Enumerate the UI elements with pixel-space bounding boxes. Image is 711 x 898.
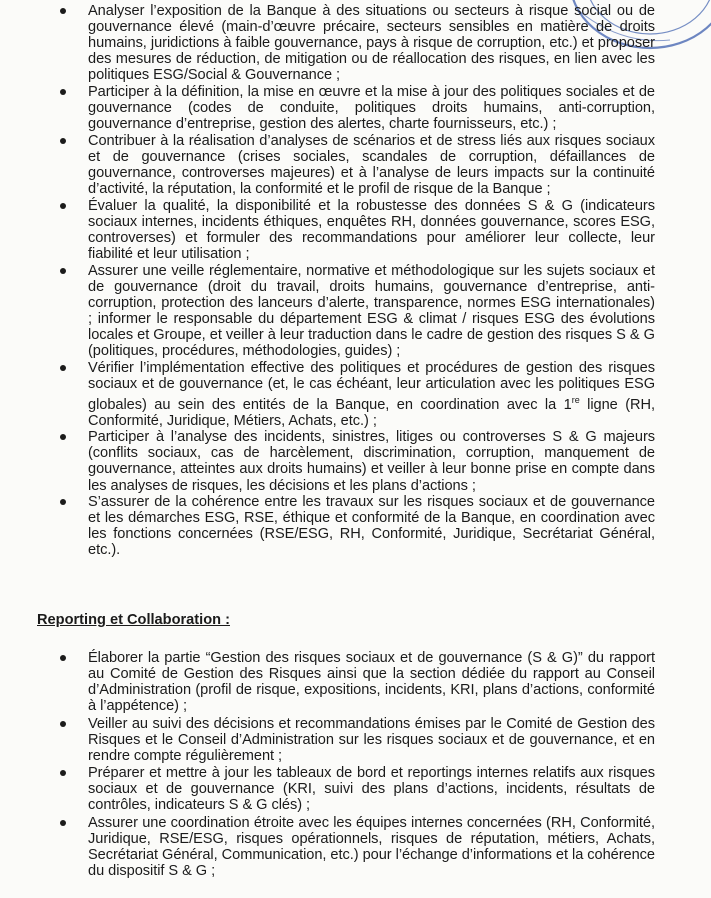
list-item	[0, 650, 711, 714]
list-item-text	[88, 360, 655, 429]
bullet-icon	[60, 365, 66, 371]
list-item	[0, 133, 711, 197]
section-heading: Reporting et Collaboration :	[37, 612, 230, 628]
bullet-icon	[60, 89, 66, 95]
list-item	[0, 765, 711, 813]
bullet-icon	[60, 820, 66, 826]
list-item	[0, 815, 711, 879]
bullet-icon	[60, 268, 66, 274]
bullet-icon	[60, 770, 66, 776]
responsibilities-list	[0, 3, 711, 559]
list-item-text: Assurer une coordination étroite avec les équipes internes concernées (RH, Conformité, Juridique, RSE/ESG, risques opérationnels, risques de réputation, métiers, Achats, Secrétariat Général, Communication, etc.) pour l’échange d’informations et la cohérence du dispositif S & G ;	[88, 814, 655, 879]
list-item	[0, 84, 711, 132]
list-item-text: Évaluer la qualité, la disponibilité et la robustesse des données S & G (indicateurs sociaux internes, incidents éthiques, enquêtes RH, données gouvernance, scores ESG, controverses) et formuler des recommandations pour améliorer leur collecte, leur fiabilité et leur utilisation ;	[88, 197, 655, 262]
list-item-text: Élaborer la partie “Gestion des risques sociaux et de gouvernance (S & G)” du rapport au Comité de Gestion des Risques ainsi que la section dédiée du rapport au Conseil d’Administration (profil de risque, expositions, incidents, KRI, plans d’actions, conformité à l’appétence) ;	[88, 650, 655, 715]
list-item	[0, 3, 711, 83]
bullet-icon	[60, 138, 66, 144]
list-item-text: Préparer et mettre à jour les tableaux de bord et reportings internes relatifs aux risques sociaux et de gouvernance (KRI, suivi des plans d’actions, incidents, résultats de contrôles, indicateurs S & G clés) ;	[88, 765, 655, 814]
bullet-icon	[60, 499, 66, 505]
bullet-icon	[60, 8, 66, 14]
list-item-text-part: ligne (RH, Conformité, Juridique, Métiers, Achats, etc.) ;	[88, 396, 656, 429]
list-item	[0, 429, 711, 493]
list-item-text: Participer à la définition, la mise en œuvre et la mise à jour des politiques sociales et de gouvernance (codes de conduite, politiques droits humains, anti-corruption, gouvernance d’entreprise, gestion des alertes, charte fournisseurs, etc.) ;	[88, 83, 655, 133]
list-item	[0, 263, 711, 360]
list-item-text: Veiller au suivi des décisions et recommandations émises par le Comité de Gestion des Risques et le Conseil d’Administration sur les risques sociaux et de gouvernance, et en rendre compte régulièrement ;	[88, 715, 655, 764]
reporting-list	[0, 650, 711, 880]
list-item	[0, 494, 711, 558]
list-item-text: Analyser l’exposition de la Banque à des situations ou secteurs à risque social ou de gouvernance élevé (main-d’œuvre précaire, secteurs sensibles en matière de droits humains, juridictions à faible gouvernance, pays à risque de corruption, etc.) et proposer des mesures de réduction, de mitigation ou de réallocation des risques, en lien avec les politiques ESG/Social & Gouvernance ;	[88, 3, 655, 84]
bullet-icon	[60, 655, 66, 661]
bullet-icon	[60, 203, 66, 209]
list-item-text: Assurer une veille réglementaire, normative et méthodologique sur les sujets sociaux et de gouvernance (droit du travail, droits humains, gouvernance d’entreprise, anti-corruption, protection des lanceurs d’alerte, transparence, normes ESG internationales) ; informer le responsable du département ESG & climat / risques ESG des évolutions locales et Groupe, et veiller à leur traduction dans le cadre de gestion des risques S & G (politiques, procédures, méthodologies, guides) ;	[88, 262, 655, 359]
list-item	[0, 716, 711, 764]
bullet-icon	[60, 721, 66, 727]
superscript: re	[571, 394, 580, 405]
list-item	[0, 198, 711, 262]
bullet-icon	[60, 434, 66, 440]
list-item-text: S’assurer de la cohérence entre les travaux sur les risques sociaux et de gouvernance et les démarches ESG, RSE, éthique et conformité de la Banque, en coordination avec les fonctions concernées (RSE/ESG, RH, Conformité, Juridique, Secrétariat Général, etc.).	[88, 494, 655, 559]
list-item	[0, 360, 711, 429]
list-item-text: Contribuer à la réalisation d’analyses de scénarios et de stress liés aux risques sociaux et de gouvernance (crises sociales, scandales de corruption, défaillances de gouvernance, controverses majeures) et à l’analyse de leurs impacts sur la continuité d’activité, la réputation, la conformité et le profil de risque de la Banque ;	[88, 132, 655, 198]
list-item-text-part: Vérifier l’implémentation effective des politiques et procédures de gestion des risques sociaux et de gouvernance (et, le cas échéant, leur articulation avec les politiques ESG globales) au sein des entités de la Banque, en coordination avec la 1	[88, 359, 655, 413]
list-item-text: Participer à l’analyse des incidents, sinistres, litiges ou controverses S & G majeurs (conflits sociaux, cas de harcèlement, discrimination, corruption, manquement de gouvernance, atteintes aux droits humains) et veiller à leur bonne prise en compte dans les analyses de risques, les décisions et les plans d’actions ;	[88, 429, 655, 494]
